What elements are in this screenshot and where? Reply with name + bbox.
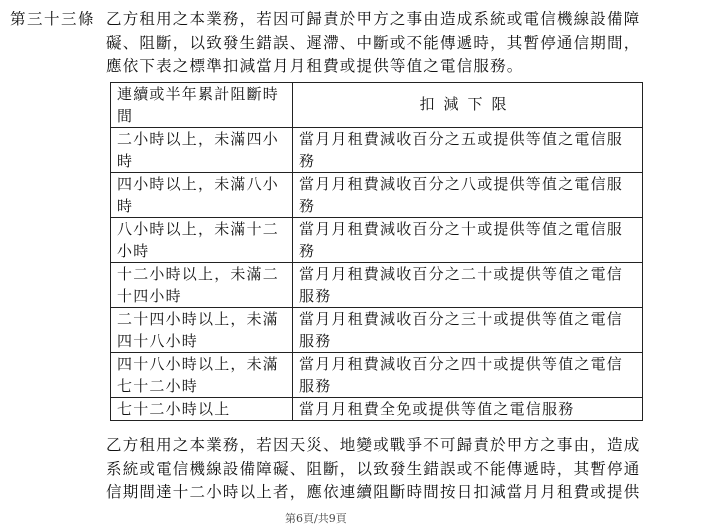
deduction-cell bbox=[293, 308, 643, 353]
deduction-cell bbox=[293, 128, 643, 173]
duration-text: 四十八小時 bbox=[117, 332, 199, 350]
duration-cell bbox=[111, 308, 293, 353]
table-row bbox=[111, 128, 643, 173]
duration-cell bbox=[111, 218, 293, 263]
deduction-cell bbox=[293, 263, 643, 308]
duration-cell bbox=[111, 128, 293, 173]
intro-line: 礙、阻斷，以致發生錯誤、遲滯、中斷或不能傳遞時，其暫停通信期間， bbox=[106, 33, 641, 52]
table-row bbox=[111, 353, 643, 398]
header-deduction: 扣減下限 bbox=[293, 83, 643, 128]
duration-text: 八小時以上，未滿十二 bbox=[117, 220, 280, 238]
duration-text: 時 bbox=[117, 197, 134, 215]
table-row bbox=[111, 398, 643, 421]
article-intro-paragraph bbox=[106, 8, 696, 79]
duration-text: 小時 bbox=[117, 242, 150, 260]
intro-line: 乙方租用之本業務，若因可歸責於甲方之事由造成系統或電信機線設備障 bbox=[106, 10, 641, 28]
table-row bbox=[111, 173, 643, 218]
deduction-text: 務 bbox=[299, 152, 316, 170]
duration-text: 十二小時以上，未滿二 bbox=[117, 265, 280, 283]
deduction-text: 務 bbox=[299, 197, 316, 215]
duration-text: 二小時以上，未滿四小 bbox=[117, 130, 280, 148]
deduction-text: 當月月租費減收百分之三十或提供等值之電信 bbox=[299, 310, 624, 328]
deduction-cell bbox=[293, 218, 643, 263]
duration-cell bbox=[111, 398, 293, 421]
duration-cell bbox=[111, 173, 293, 218]
page-footer: 第6頁/共9頁 bbox=[285, 512, 347, 525]
deduction-cell bbox=[293, 173, 643, 218]
deduction-text: 當月月租費減收百分之五或提供等值之電信服 bbox=[299, 130, 624, 148]
deduction-text: 服務 bbox=[299, 287, 332, 305]
closing-line: 信期間達十二小時以上者，應依連續阻斷時間按日扣減當月月租費或提供 bbox=[106, 483, 641, 501]
table-row bbox=[111, 308, 643, 353]
duration-text: 七十二小時 bbox=[117, 377, 199, 395]
deduction-cell bbox=[293, 353, 643, 398]
deduction-cell bbox=[293, 398, 643, 421]
deduction-text: 服務 bbox=[299, 332, 332, 350]
table-header-row bbox=[111, 83, 643, 128]
duration-text: 四十八小時以上，未滿 bbox=[117, 355, 280, 373]
duration-cell bbox=[111, 353, 293, 398]
deduction-text: 當月月租費減收百分之四十或提供等值之電信 bbox=[299, 355, 624, 373]
duration-text: 七十二小時以上 bbox=[117, 400, 231, 418]
duration-text: 十四小時 bbox=[117, 287, 182, 305]
article-closing-paragraph bbox=[106, 434, 696, 505]
deduction-text: 當月月租費全免或提供等值之電信服務 bbox=[299, 400, 575, 418]
duration-text: 時 bbox=[117, 152, 134, 170]
deduction-text: 服務 bbox=[299, 377, 332, 395]
deduction-text: 當月月租費減收百分之二十或提供等值之電信 bbox=[299, 265, 624, 283]
header-duration bbox=[111, 83, 293, 128]
header-duration-line: 連續或半年累計阻斷時 bbox=[117, 85, 280, 103]
duration-text: 四小時以上，未滿八小 bbox=[117, 175, 280, 193]
header-duration-line: 間 bbox=[117, 107, 134, 125]
duration-text: 二十四小時以上，未滿 bbox=[117, 310, 280, 328]
article-number: 第三十三條 bbox=[10, 10, 96, 28]
closing-line: 乙方租用之本業務，若因天災、地變或戰爭不可歸責於甲方之事由，造成 bbox=[106, 436, 641, 454]
deduction-table bbox=[110, 82, 643, 421]
deduction-text: 當月月租費減收百分之八或提供等值之電信服 bbox=[299, 175, 624, 193]
table-row bbox=[111, 263, 643, 308]
table-row bbox=[111, 218, 643, 263]
deduction-text: 務 bbox=[299, 242, 316, 260]
deduction-text: 當月月租費減收百分之十或提供等值之電信服 bbox=[299, 220, 624, 238]
closing-line: 系統或電信機線設備障礙、阻斷，以致發生錯誤或不能傳遞時，其暫停通 bbox=[106, 459, 641, 478]
intro-line: 應依下表之標準扣減當月月租費或提供等值之電信服務。 bbox=[106, 57, 524, 75]
duration-cell bbox=[111, 263, 293, 308]
